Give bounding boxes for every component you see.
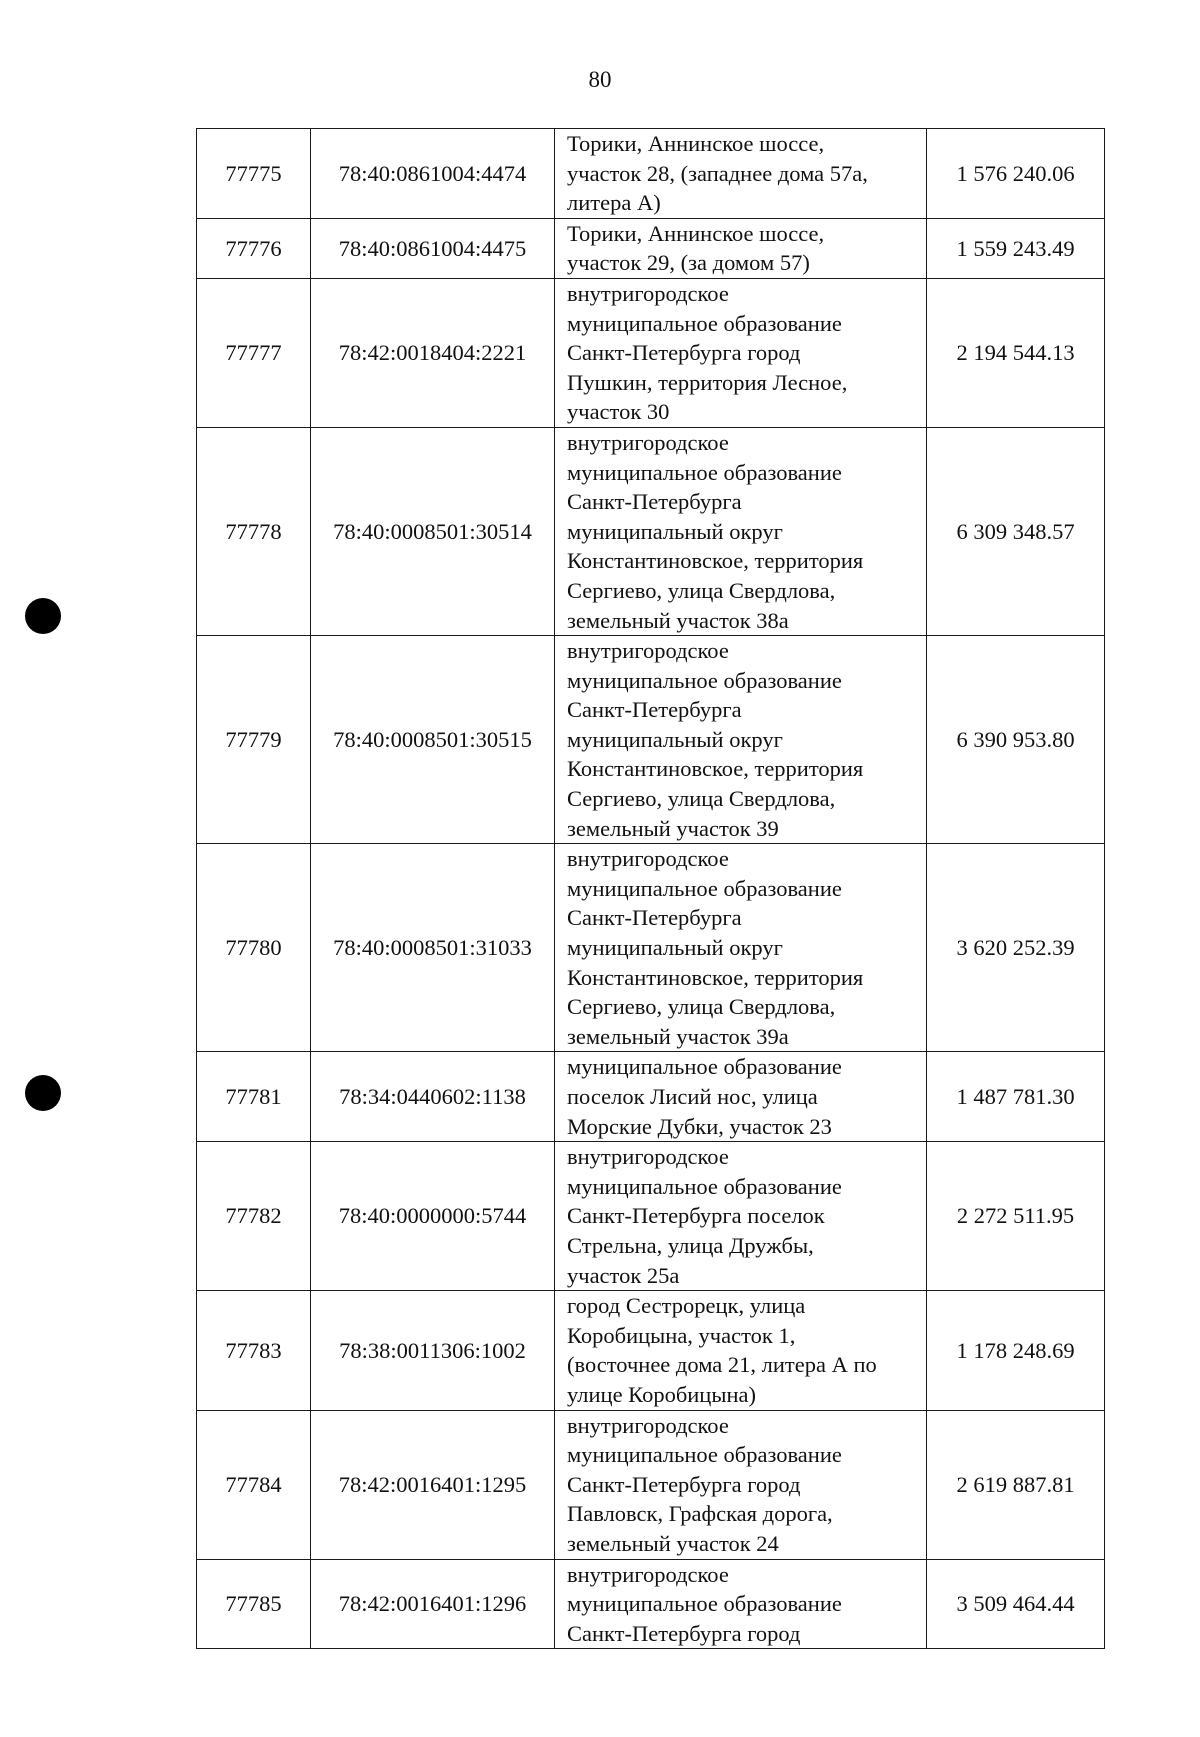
cadastral-value: 1 576 240.06: [927, 129, 1105, 219]
page-number: 80: [588, 67, 612, 92]
cadastral-value: 2 194 544.13: [927, 278, 1105, 427]
row-number: 77777: [197, 278, 311, 427]
cadastral-number: 78:40:0861004:4475: [311, 218, 555, 278]
cadastral-number: 78:40:0008501:31033: [311, 844, 555, 1052]
cadastral-value: 6 390 953.80: [927, 636, 1105, 844]
cadastral-value: 3 620 252.39: [927, 844, 1105, 1052]
row-number: 77776: [197, 218, 311, 278]
table-row: [197, 1142, 1105, 1291]
address: Торики, Аннинское шоссе, участок 28, (западнее дома 57а, литера А): [555, 129, 927, 219]
row-number: 77779: [197, 636, 311, 844]
address: внутригородское муниципальное образование Санкт-Петербурга муниципальный округ Константиновское, территория Сергиево, улица Свердлова, земельный участок 38а: [555, 427, 927, 635]
row-number: 77781: [197, 1052, 311, 1142]
address: внутригородское муниципальное образование Санкт-Петербурга поселок Стрельна, улица Дружбы, участок 25а: [555, 1142, 927, 1291]
cadastral-number: 78:40:0861004:4474: [311, 129, 555, 219]
punch-hole-mark: [25, 598, 61, 634]
row-number: 77785: [197, 1559, 311, 1649]
table-row: [197, 1559, 1105, 1649]
address: внутригородское муниципальное образование Санкт-Петербурга город: [555, 1559, 927, 1649]
table-row: [197, 218, 1105, 278]
cadastral-value: 1 559 243.49: [927, 218, 1105, 278]
row-number: 77775: [197, 129, 311, 219]
cadastral-value: 6 309 348.57: [927, 427, 1105, 635]
table-row: [197, 1410, 1105, 1559]
cadastral-number: 78:42:0016401:1295: [311, 1410, 555, 1559]
row-number: 77782: [197, 1142, 311, 1291]
cadastral-number: 78:40:0008501:30514: [311, 427, 555, 635]
table-row: [197, 636, 1105, 844]
table-row: [197, 427, 1105, 635]
address: город Сестрорецк, улица Коробицына, участок 1, (восточнее дома 21, литера А по улице Коробицына): [555, 1291, 927, 1410]
address: внутригородское муниципальное образование Санкт-Петербурга город Пушкин, территория Лесное, участок 30: [555, 278, 927, 427]
address: внутригородское муниципальное образование Санкт-Петербурга муниципальный округ Константиновское, территория Сергиево, улица Свердлова, земельный участок 39: [555, 636, 927, 844]
cadastral-value: 1 178 248.69: [927, 1291, 1105, 1410]
cadastral-number: 78:40:0008501:30515: [311, 636, 555, 844]
punch-hole-mark: [25, 1075, 61, 1111]
address: Торики, Аннинское шоссе, участок 29, (за домом 57): [555, 218, 927, 278]
cadastral-number: 78:38:0011306:1002: [311, 1291, 555, 1410]
cadastral-number: 78:34:0440602:1138: [311, 1052, 555, 1142]
cadastral-number: 78:42:0016401:1296: [311, 1559, 555, 1649]
cadastral-value: 1 487 781.30: [927, 1052, 1105, 1142]
row-number: 77778: [197, 427, 311, 635]
address: внутригородское муниципальное образование Санкт-Петербурга муниципальный округ Константиновское, территория Сергиево, улица Свердлова, земельный участок 39а: [555, 844, 927, 1052]
row-number: 77784: [197, 1410, 311, 1559]
address: внутригородское муниципальное образование Санкт-Петербурга город Павловск, Графская дорога, земельный участок 24: [555, 1410, 927, 1559]
table-row: [197, 844, 1105, 1052]
cadastral-value: 3 509 464.44: [927, 1559, 1105, 1649]
row-number: 77780: [197, 844, 311, 1052]
cadastral-value: 2 619 887.81: [927, 1410, 1105, 1559]
cadastral-value: 2 272 511.95: [927, 1142, 1105, 1291]
address: муниципальное образование поселок Лисий нос, улица Морские Дубки, участок 23: [555, 1052, 927, 1142]
registry-table: [196, 128, 1105, 1649]
cadastral-number: 78:40:0000000:5744: [311, 1142, 555, 1291]
table-row: [197, 1052, 1105, 1142]
cadastral-number: 78:42:0018404:2221: [311, 278, 555, 427]
table-row: [197, 1291, 1105, 1410]
table-row: [197, 278, 1105, 427]
row-number: 77783: [197, 1291, 311, 1410]
table-row: [197, 129, 1105, 219]
